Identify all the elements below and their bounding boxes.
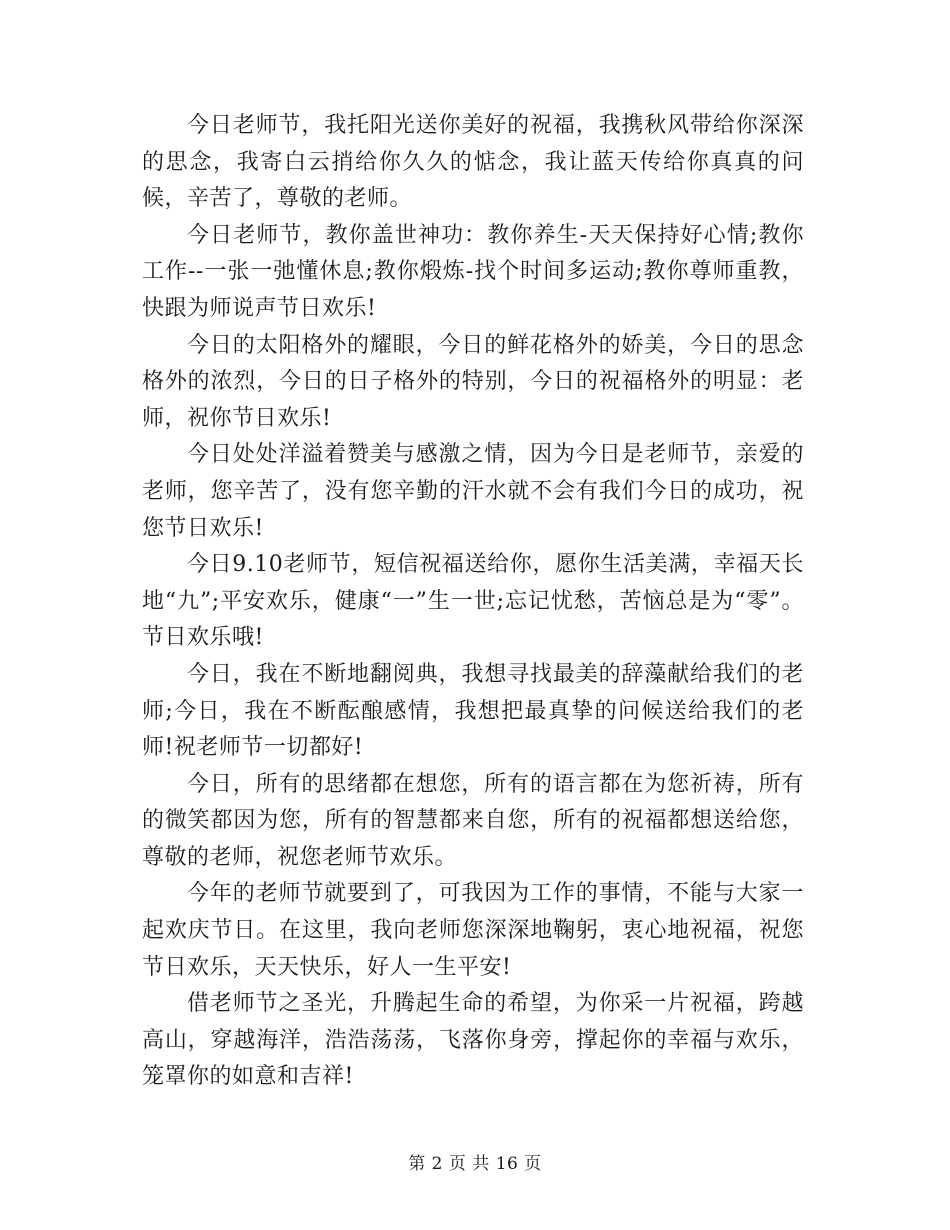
paragraph: 今日老师节，我托阳光送你美好的祝福，我携秋风带给你深深的思念，我寄白云捎给你久久的惦念，我让蓝天传给你真真的问候，辛苦了，尊敬的老师。 (142, 113, 804, 212)
paragraph: 今日，我在不断地翻阅典，我想寻找最美的辞藻献给我们的老师;今日，我在不断酝酿感情，我想把最真挚的问候送给我们的老师!祝老师节一切都好! (142, 661, 804, 761)
document-body (142, 108, 804, 1096)
footer-middle: 页 共 (448, 1154, 490, 1174)
paragraph: 今日9.10老师节，短信祝福送给你，愿你生活美满，幸福天长地“九”;平安欢乐，健康“一”生一世;忘记忧愁，苦恼总是为“零”。节日欢乐哦! (142, 552, 804, 651)
footer-suffix: 页 (524, 1154, 542, 1174)
paragraph: 今年的老师节就要到了，可我因为工作的事情，不能与大家一起欢庆节日。在这里，我向老师您深深地鞠躬，衷心地祝福，祝您节日欢乐，天天快乐，好人一生平安! (142, 881, 804, 980)
footer-prefix: 第 (408, 1154, 426, 1174)
paragraph: 借老师节之圣光，升腾起生命的希望，为你采一片祝福，跨越高山，穿越海洋，浩浩荡荡，飞落你身旁，撑起你的幸福与欢乐，笼罩你的如意和吉祥! (142, 991, 804, 1090)
paragraph: 今日，所有的思绪都在想您，所有的语言都在为您祈祷，所有的微笑都因为您，所有的智慧都来自您，所有的祝福都想送给您，尊敬的老师，祝您老师节欢乐。 (142, 771, 804, 870)
paragraph: 今日处处洋溢着赞美与感激之情，因为今日是老师节，亲爱的老师，您辛苦了，没有您辛勤的汗水就不会有我们今日的成功，祝您节日欢乐! (142, 442, 804, 541)
paragraph: 今日的太阳格外的耀眼，今日的鲜花格外的娇美，今日的思念格外的浓烈，今日的日子格外的特别，今日的祝福格外的明显：老师，祝你节日欢乐! (142, 332, 804, 431)
page-footer (0, 1152, 950, 1176)
paragraph: 今日老师节，教你盖世神功：教你养生-天天保持好心情;教你工作--一张一弛懂休息;教你煅炼-找个时间多运动;教你尊师重教，快跟为师说声节日欢乐! (142, 222, 804, 321)
footer-total-pages: 16 (495, 1154, 519, 1174)
footer-current-page: 2 (431, 1154, 443, 1174)
